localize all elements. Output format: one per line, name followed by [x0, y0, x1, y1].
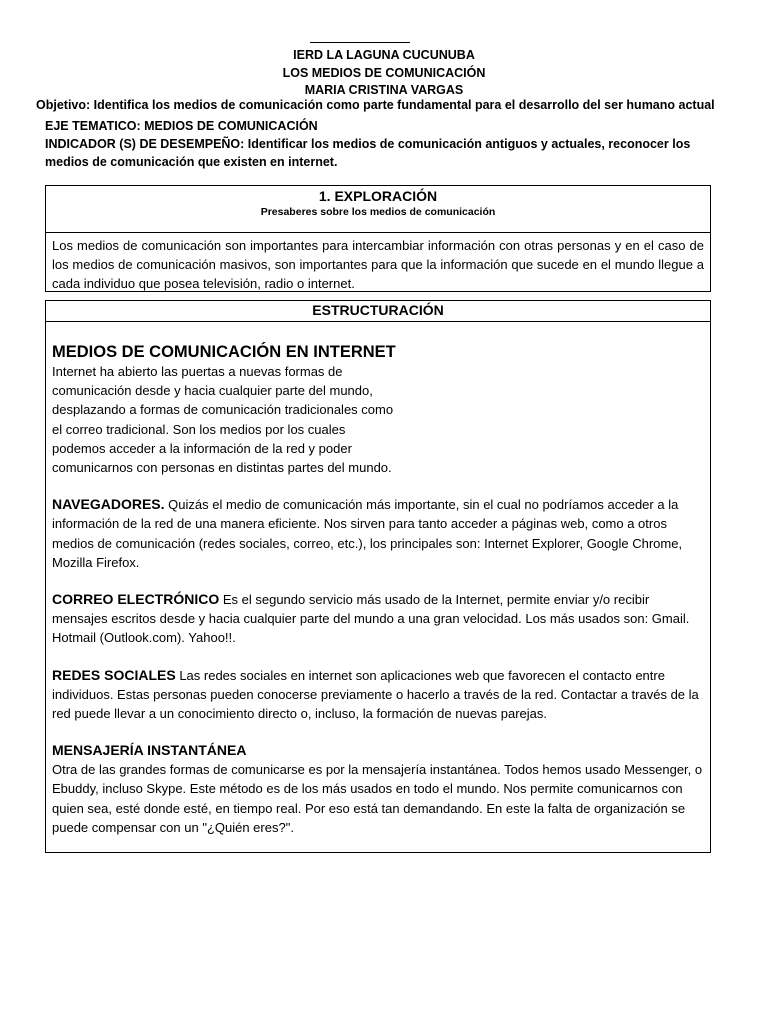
redes-heading: REDES SOCIALES	[52, 666, 176, 683]
correo-paragraph	[52, 590, 704, 648]
mensajeria-heading: MENSAJERÍA INSTANTÁNEA	[52, 742, 247, 759]
intro-paragraph: Internet ha abierto las puertas a nuevas formas de comunicación desde y hacia cualquier parte del mundo, desplazando a formas de comunicación tradicionales como el correo tradicional. Son los medios por los cuales podemos acceder a la información de la red y poder comunicarnos con personas en distintas partes del mundo.	[52, 364, 394, 476]
redes-text: Las redes sociales en internet son aplicaciones web que favorecen el contacto entre individuos. Estas personas pueden conocerse previamente o hacerlo a través de la red. Contactar a través de la red puede llevar a un conocimiento directo o, incluso, la formación de nuevas parejas.	[52, 667, 699, 722]
exploracion-subtitle: Presaberes sobre los medios de comunicación	[260, 206, 496, 218]
correo-heading: CORREO ELECTRÓNICO	[52, 591, 220, 608]
exploracion-title: 1. EXPLORACIÓN	[318, 188, 438, 204]
exploracion-body: Los medios de comunicación son importantes para intercambiar información con otras personas y en el caso de los medios de comunicación masivos, son importantes para que la información que sucede en el mundo llegue a cada individuo que posea televisión, radio o internet.	[52, 238, 704, 291]
mensajeria-text: Otra de las grandes formas de comunicarse es por la mensajería instantánea. Todos hemos usado Messenger, o Ebuddy, incluso Skype. Este método es de los más usados en todo el mundo. Nos permite comunicarnos con quien sea, esté donde esté, en tiempo real. Por eso está tan demandando. En este la falta de organización se puede compensar con un "¿Quién eres?".	[52, 762, 703, 835]
navegadores-paragraph	[52, 495, 704, 572]
teacher-name: MARIA CRISTINA VARGAS	[304, 83, 464, 97]
school-name: IERD LA LAGUNA CUCUNUBA	[293, 48, 475, 62]
objective-line: Objetivo: Identifica los medios de comunicación como parte fundamental para el desarrollo del ser humano actual	[36, 98, 715, 112]
section-title: MEDIOS DE COMUNICACIÓN EN INTERNET	[52, 343, 396, 361]
redes-paragraph	[52, 666, 704, 724]
top-rule	[310, 42, 410, 43]
estructuracion-content	[46, 342, 710, 837]
navegadores-text: Quizás el medio de comunicación más importante, sin el cual no podríamos acceder a la información de la red de una manera eficiente. Nos sirven para tanto acceder a páginas web, como a otros medios de comunicación (redes sociales, correo, etc.), los principales son: Internet Explorer, Google Chrome, Mozilla Firefox.	[52, 497, 683, 570]
navegadores-heading: NAVEGADORES.	[52, 496, 165, 513]
exploracion-box	[45, 185, 711, 292]
indicador-desempeno: INDICADOR (S) DE DESEMPEÑO: Identificar los medios de comunicación antiguos y actuales, reconocer los medios de comunicación que existen en internet.	[45, 137, 691, 169]
estructuracion-title: ESTRUCTURACIÓN	[46, 301, 710, 322]
eje-tematico: EJE TEMATICO: MEDIOS DE COMUNICACIÓN	[45, 119, 318, 133]
correo-text: Es el segundo servicio más usado de la Internet, permite enviar y/o recibir mensajes escritos desde y hacia cualquier parte del mundo a una gran velocidad. Los más usados son: Gmail. Hotmail (Outlook.com). Yahoo!!.	[52, 592, 690, 646]
estructuracion-box	[45, 300, 711, 853]
exploracion-header	[46, 186, 710, 233]
document-title: LOS MEDIOS DE COMUNICACIÓN	[282, 66, 486, 80]
